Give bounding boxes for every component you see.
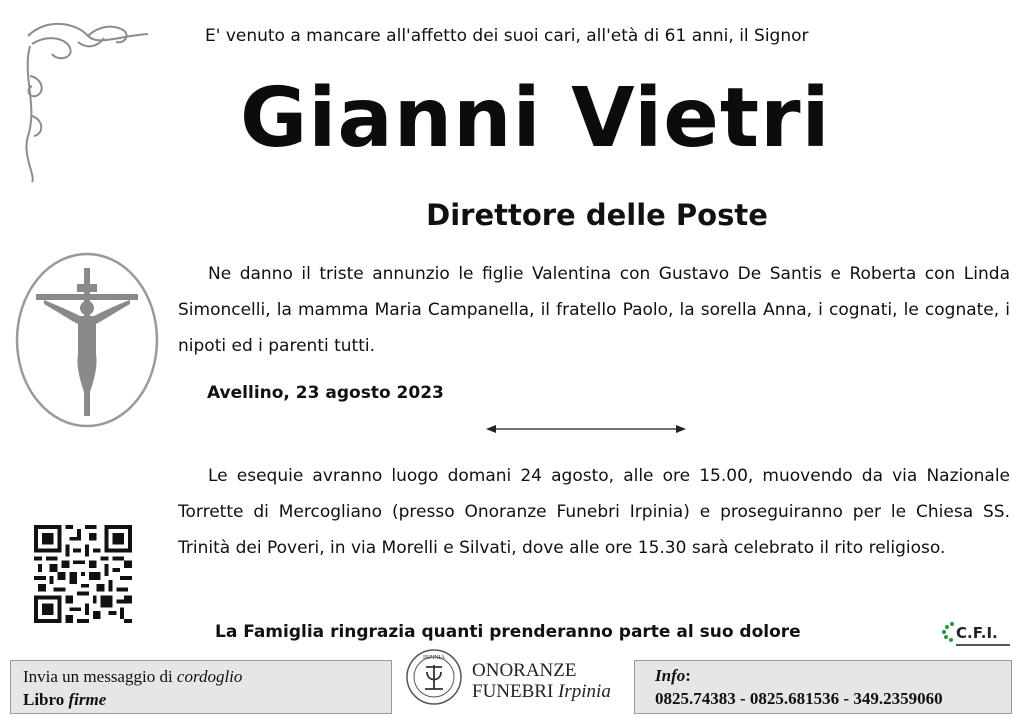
guestbook-em: firme [68,690,107,709]
crucifix-icon [14,250,160,430]
info-panel [634,660,1012,714]
funeral-home-line1: ONORANZE [472,660,577,681]
place-date: Avellino, 23 agosto 2023 [207,383,444,403]
corner-flourish-icon [18,16,158,186]
condolence-em: cordoglio [176,667,243,686]
funeral-info-paragraph [178,458,1010,566]
emblem-text: IRPINIA [423,655,445,661]
cfi-logo-text: C.F.I. [956,624,998,642]
info-label-row: Info: [655,666,691,685]
intro-text: E' venuto a mancare all'affetto dei suoi cari, all'età di 61 anni, il Signor [205,26,809,46]
funeral-home-em: Irpinia [558,681,611,702]
cfi-logo-icon [940,618,1012,652]
phone-numbers[interactable]: 0825.74383 - 0825.681536 - 349.2359060 [655,689,943,708]
guestbook-prefix: Libro [23,690,69,709]
funeral-home-emblem-icon [405,648,463,706]
announcement-text: Ne danno il triste annunzio le figlie Valentina con Gustavo De Santis e Roberta con Linda Simoncelli, la mamma Maria Campanella, il fratello Paolo, la sorella Anna, i cognati, le cognate, i nipoti ed i parenti tutti. [178,264,1010,356]
funeral-info-text: Le esequie avranno luogo domani 24 agosto, alle ore 15.00, muovendo da via Nazionale Torrette di Mercogliano (presso Onoranze Funebri Irpinia) e proseguiranno per le Chiesa SS. Trinità dei Poveri, in via Morelli e Silvati, dove alle ore 15.30 sarà celebrato il rito religioso. [178,466,1010,558]
double-arrow-divider-icon [486,422,686,436]
deceased-name: Gianni Vietri [240,71,831,166]
funeral-home-name [472,660,611,702]
condolence-prefix: Invia un messaggio di [23,667,177,686]
funeral-home-line2 [472,681,611,702]
announcement-paragraph [178,256,1010,364]
guestbook-link[interactable] [23,688,379,711]
deceased-role: Direttore delle Poste [426,198,768,232]
qr-code-icon[interactable] [34,525,132,623]
funeral-home-prefix: FUNEBRI [472,681,559,702]
info-label: Info [655,666,686,685]
family-thanks: La Famiglia ringrazia quanti prenderanno parte al suo dolore [215,622,801,642]
condolence-message-link[interactable] [23,665,379,688]
condolence-panel[interactable] [10,660,392,714]
